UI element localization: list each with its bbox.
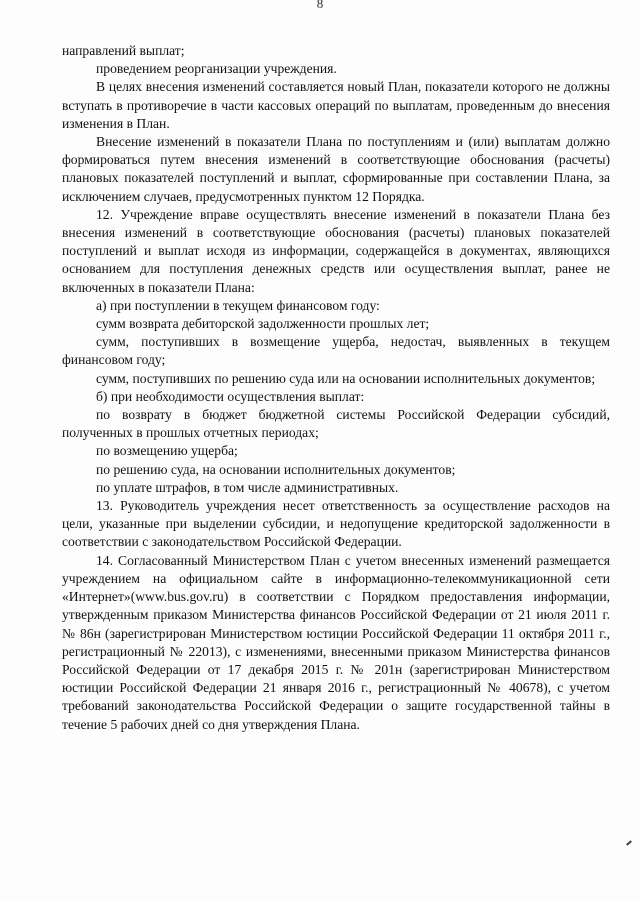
paragraph: В целях внесения изменений составляется новый План, показатели которого не должны вступать в противоречие в части кассовых операций по выплатам, проведенным до внесения изменения в План.	[62, 79, 610, 131]
paragraph: по возврату в бюджет бюджетной системы Российской Федерации субсидий, полученных в прошлых отчетных периодах;	[62, 407, 610, 441]
paragraph: по уплате штрафов, в том числе административных.	[96, 479, 399, 495]
paragraph: Внесение изменений в показатели Плана по поступлениям и (или) выплатам должно формироваться путем внесения изменений в соответствующие обоснования (расчеты) плановых показателей поступлений и выплат, сформированные при составлении Плана, за исключением случаев, предусмотренных пунктом 12 Порядка.	[62, 134, 610, 204]
paragraph: сумм возврата дебиторской задолженности прошлых лет;	[96, 316, 430, 332]
paragraph: сумм, поступивших по решению суда или на основании исполнительных документов;	[96, 370, 596, 386]
paragraph-item-14: 14. Согласованный Министерством План с учетом внесенных изменений размещается учреждением на официальном сайте в информационно-телекоммуникационной сети «Интернет»(www.bus.gov.ru) в соответствии с Порядком предоставления информации, утвержденным приказом Министерства финансов Российской Федерации от 21 июля 2011 г. № 86н (зарегистрирован Министерством юстиции Российской Федерации 11 октября 2011 г., регистрационный № 22013), с изменениями, внесенными приказом Министерства финансов Российской Федерации от 17 декабря 2015 г. № 201н (зарегистрирован Министерством юстиции Российской Федерации 21 января 2016 г., регистрационный № 40678), с учетом требований законодательства Российской Федерации о защите государственной тайны в течение 5 рабочих дней со дня утверждения Плана.	[62, 552, 610, 732]
paragraph: б) при необходимости осуществления выплат:	[96, 388, 365, 404]
page-number: 8	[316, 0, 324, 11]
paragraph: направлений выплат;	[62, 43, 185, 58]
paragraph-item-12: 12. Учреждение вправе осуществлять внесение изменений в показатели Плана без внесения изменений в соответствующие обоснования (расчеты) плановых показателей поступлений и выплат исходя из информации, содержащейся в документах, являющихся основанием для поступления денежных средств или осуществления выплат, ранее не включенных в показатели Плана:	[62, 206, 610, 295]
paragraph: сумм, поступивших в возмещение ущерба, недостач, выявленных в текущем финансовом году;	[62, 334, 610, 368]
scan-mark	[626, 840, 632, 845]
document-body	[62, 42, 610, 734]
paragraph-item-13: 13. Руководитель учреждения несет ответственность за осуществление расходов на цели, указанные при выделении субсидии, и недопущение кредиторской задолженности в соответствии с законодательством Российской Федерации.	[62, 498, 610, 550]
paragraph: проведением реорганизации учреждения.	[96, 61, 337, 77]
paragraph: по возмещению ущерба;	[96, 443, 238, 459]
paragraph: а) при поступлении в текущем финансовом году:	[96, 297, 380, 313]
paragraph: по решению суда, на основании исполнительных документов;	[96, 461, 456, 477]
